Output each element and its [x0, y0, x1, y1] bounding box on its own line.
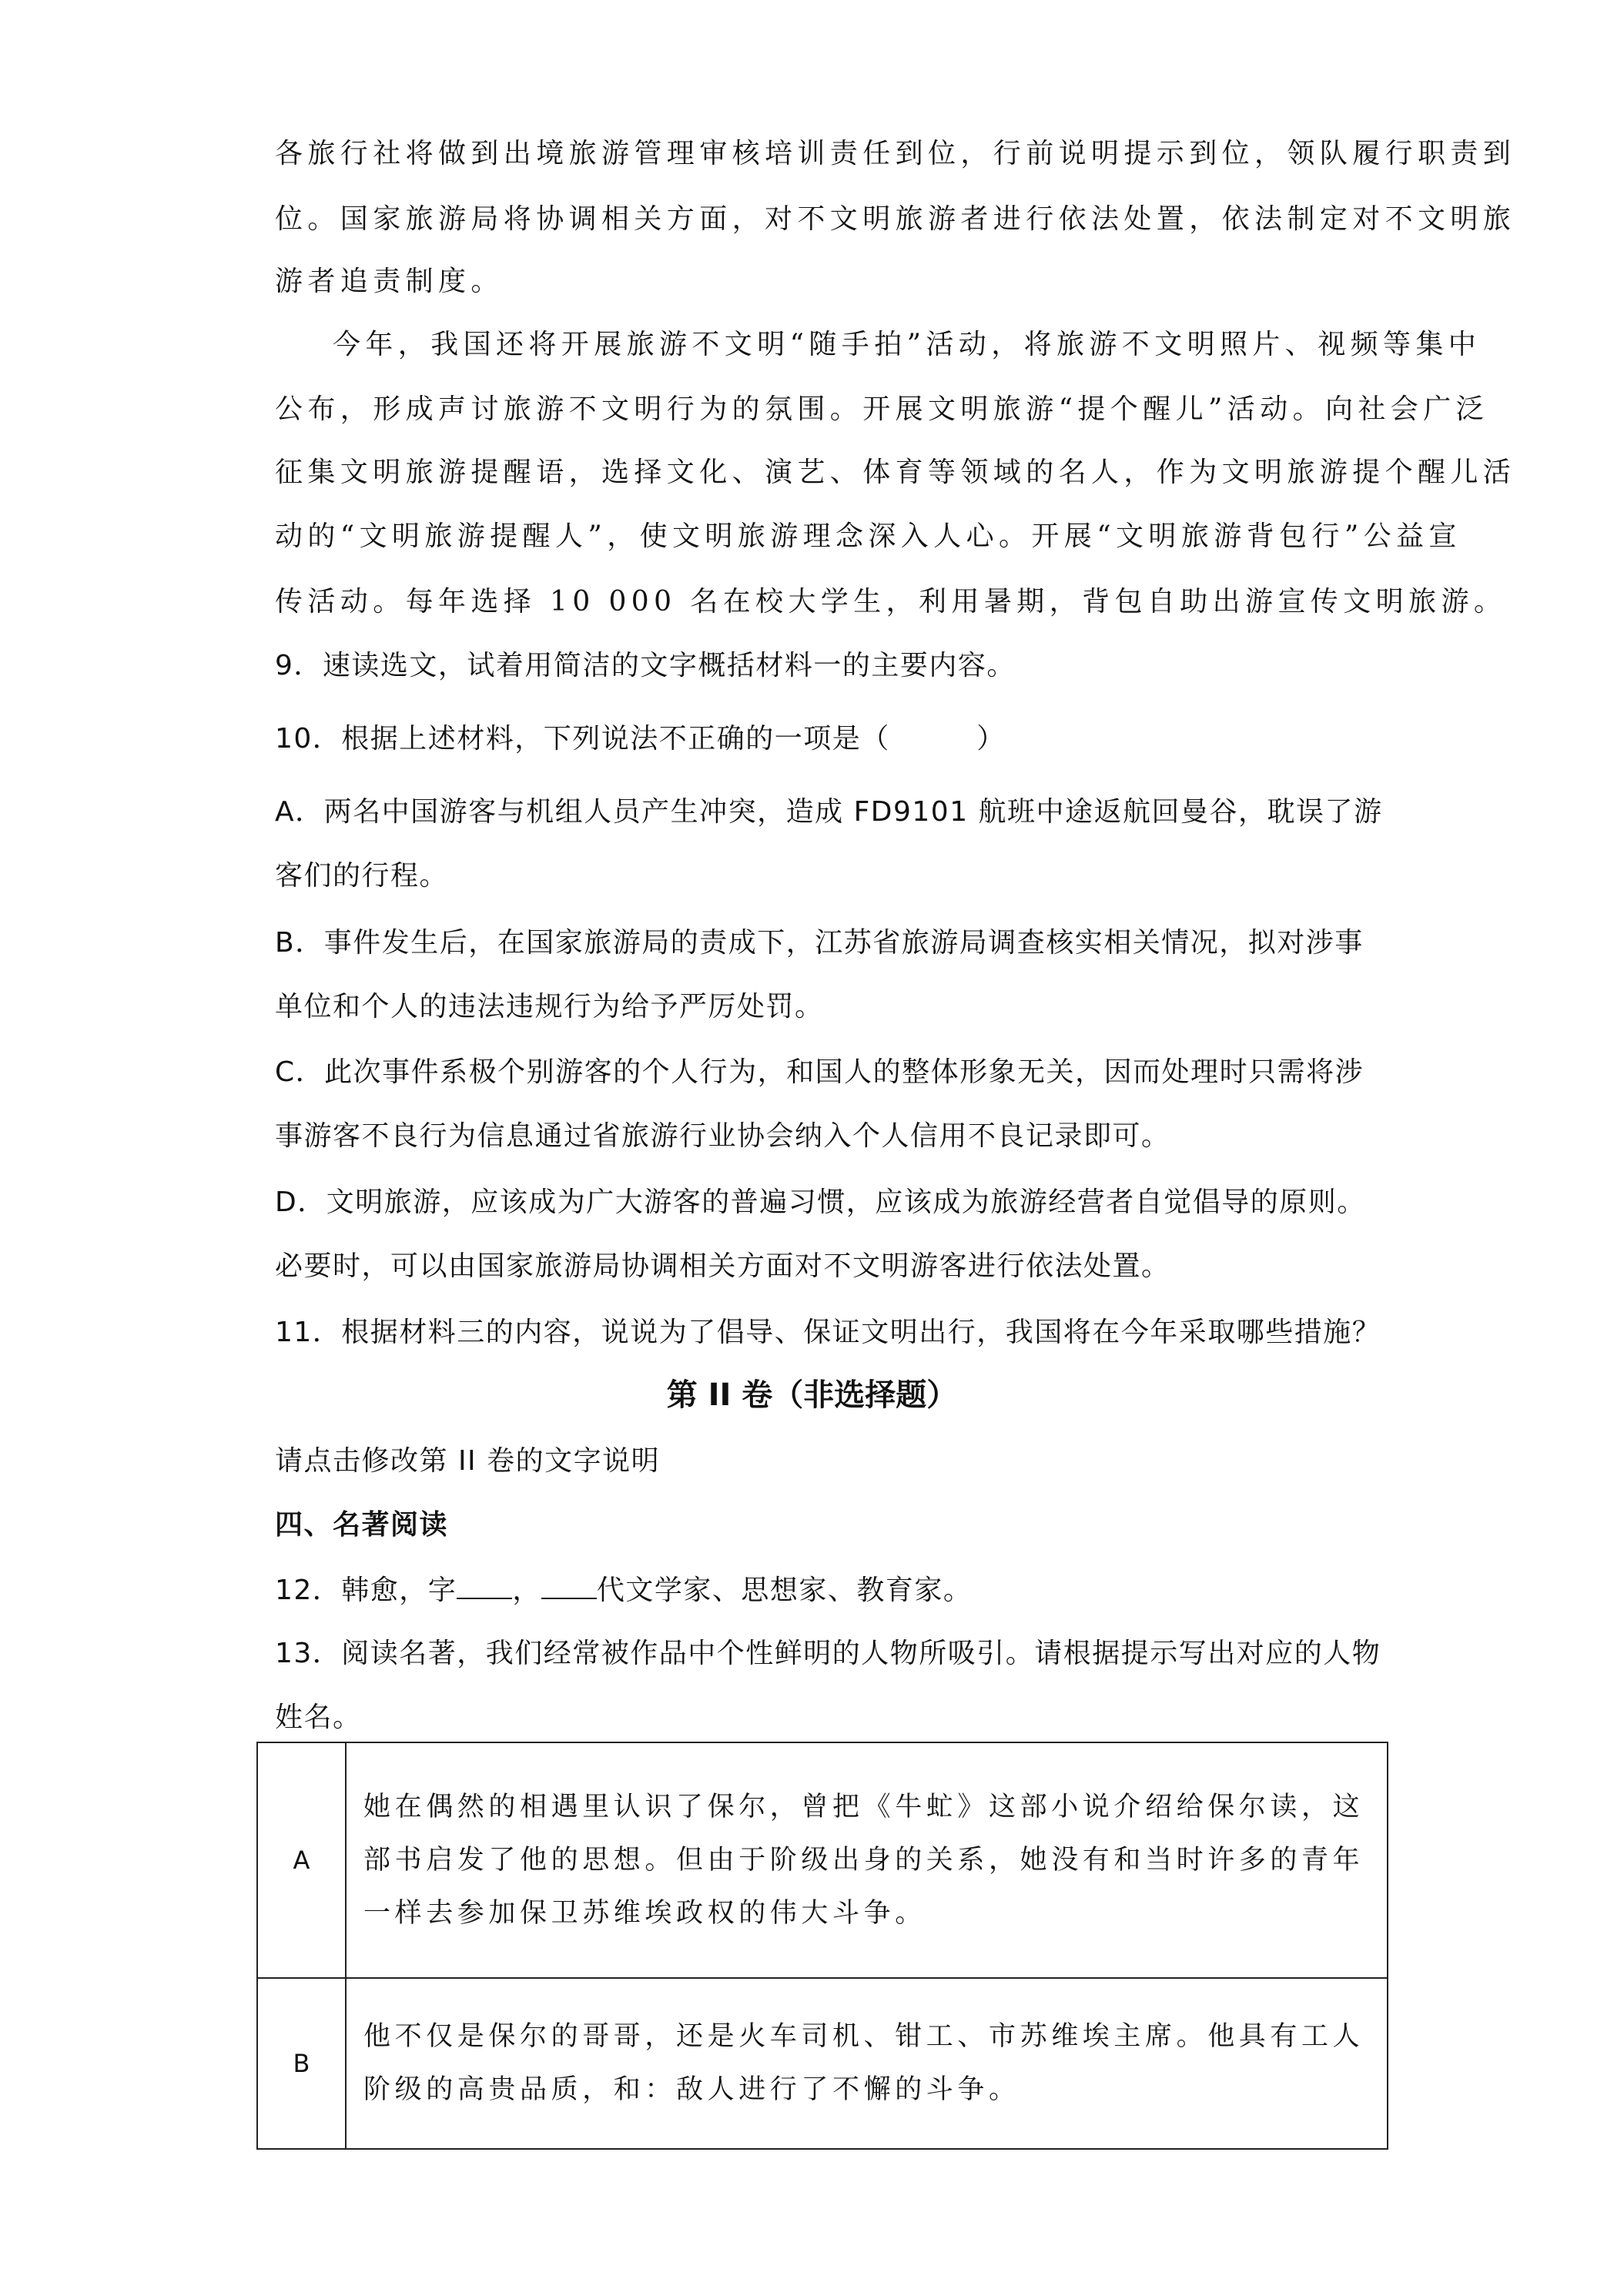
table-row	[257, 1742, 1388, 1978]
table-row	[257, 1978, 1388, 2149]
section-2-title: 第 II 卷（非选择题）	[666, 1377, 958, 1413]
question-12-mid: ，	[512, 1575, 541, 1606]
section-2-note: 请点击修改第 II 卷的文字说明	[275, 1445, 661, 1477]
part-4-heading: 四、名著阅读	[275, 1509, 449, 1541]
row-label-b: B	[257, 1978, 346, 2149]
answer-blank-2[interactable]	[541, 1571, 597, 1599]
question-12-prefix: 12．韩愈，字	[275, 1575, 457, 1606]
passage-p1-line-1: 各旅行社将做到出境旅游管理审核培训责任到位，行前说明提示到位，领队履行职责到	[275, 138, 1516, 169]
passage-p2-line-2: 公布，形成声讨旅游不文明行为的氛围。开展文明旅游“提个醒儿”活动。向社会广泛	[275, 393, 1489, 425]
option-a-line-2: 客们的行程。	[275, 860, 449, 892]
option-b-line-1: B．事件发生后，在国家旅游局的责成下，江苏省旅游局调查核实相关情况，拟对涉事	[275, 927, 1364, 959]
character-table	[256, 1742, 1388, 2150]
passage-p1-line-2: 位。国家旅游局将协调相关方面，对不文明旅游者进行依法处置，依法制定对不文明旅	[275, 203, 1516, 235]
passage-p2-line-4: 动的“文明旅游提醒人”，使文明旅游理念深入人心。开展“文明旅游背包行”公益宣	[275, 520, 1462, 552]
row-label-a: A	[257, 1742, 346, 1978]
option-b-line-2: 单位和个人的违法违规行为给予严厉处罚。	[275, 991, 824, 1022]
question-12-suffix: 代文学家、思想家、教育家。	[596, 1575, 973, 1606]
answer-blank-1[interactable]	[457, 1571, 512, 1599]
row-text-a: 她在偶然的相遇里认识了保尔，曾把《牛虻》这部小说介绍给保尔读，这部书启发了他的思想。但由于阶级出身的关系，她没有和当时许多的青年一样去参加保卫苏维埃政权的伟大斗争。	[346, 1742, 1388, 1978]
question-13-line-1: 13．阅读名著，我们经常被作品中个性鲜明的人物所吸引。请根据提示写出对应的人物	[275, 1638, 1381, 1669]
question-10: 10．根据上述材料，下列说法不正确的一项是（ ）	[275, 723, 1006, 755]
question-11: 11．根据材料三的内容，说说为了倡导、保证文明出行，我国将在今年采取哪些措施？	[275, 1317, 1381, 1348]
row-text-b: 他不仅是保尔的哥哥，还是火车司机、钳工、市苏维埃主席。他具有工人阶级的高贵品质，和：敌人进行了不懈的斗争。	[346, 1978, 1388, 2149]
option-a-line-1: A．两名中国游客与机组人员产生冲突，造成 FD9101 航班中途返航回曼谷，耽误了游	[275, 796, 1383, 828]
passage-p2-line-1: 今年，我国还将开展旅游不文明“随手拍”活动，将旅游不文明照片、视频等集中	[333, 329, 1482, 360]
option-d-line-2: 必要时，可以由国家旅游局协调相关方面对不文明游客进行依法处置。	[275, 1250, 1170, 1282]
option-d-line-1: D．文明旅游，应该成为广大游客的普遍习惯，应该成为旅游经营者自觉倡导的原则。	[275, 1186, 1366, 1218]
option-c-line-2: 事游客不良行为信息通过省旅游行业协会纳入个人信用不良记录即可。	[275, 1120, 1170, 1152]
passage-p1-line-3: 游者追责制度。	[275, 266, 504, 297]
question-9: 9．速读选文，试着用简洁的文字概括材料一的主要内容。	[275, 650, 1016, 681]
option-c-line-1: C．此次事件系极个别游客的个人行为，和国人的整体形象无关，因而处理时只需将涉	[275, 1056, 1364, 1088]
passage-p2-line-5: 传活动。每年选择 10 000 名在校大学生，利用暑期，背包自助出游宣传文明旅游。	[275, 586, 1507, 618]
question-12	[275, 1571, 1353, 1609]
passage-p2-line-3: 征集文明旅游提醒语，选择文化、演艺、体育等领域的名人，作为文明旅游提个醒儿活	[275, 457, 1516, 488]
question-13-line-2: 姓名。	[275, 1702, 362, 1733]
